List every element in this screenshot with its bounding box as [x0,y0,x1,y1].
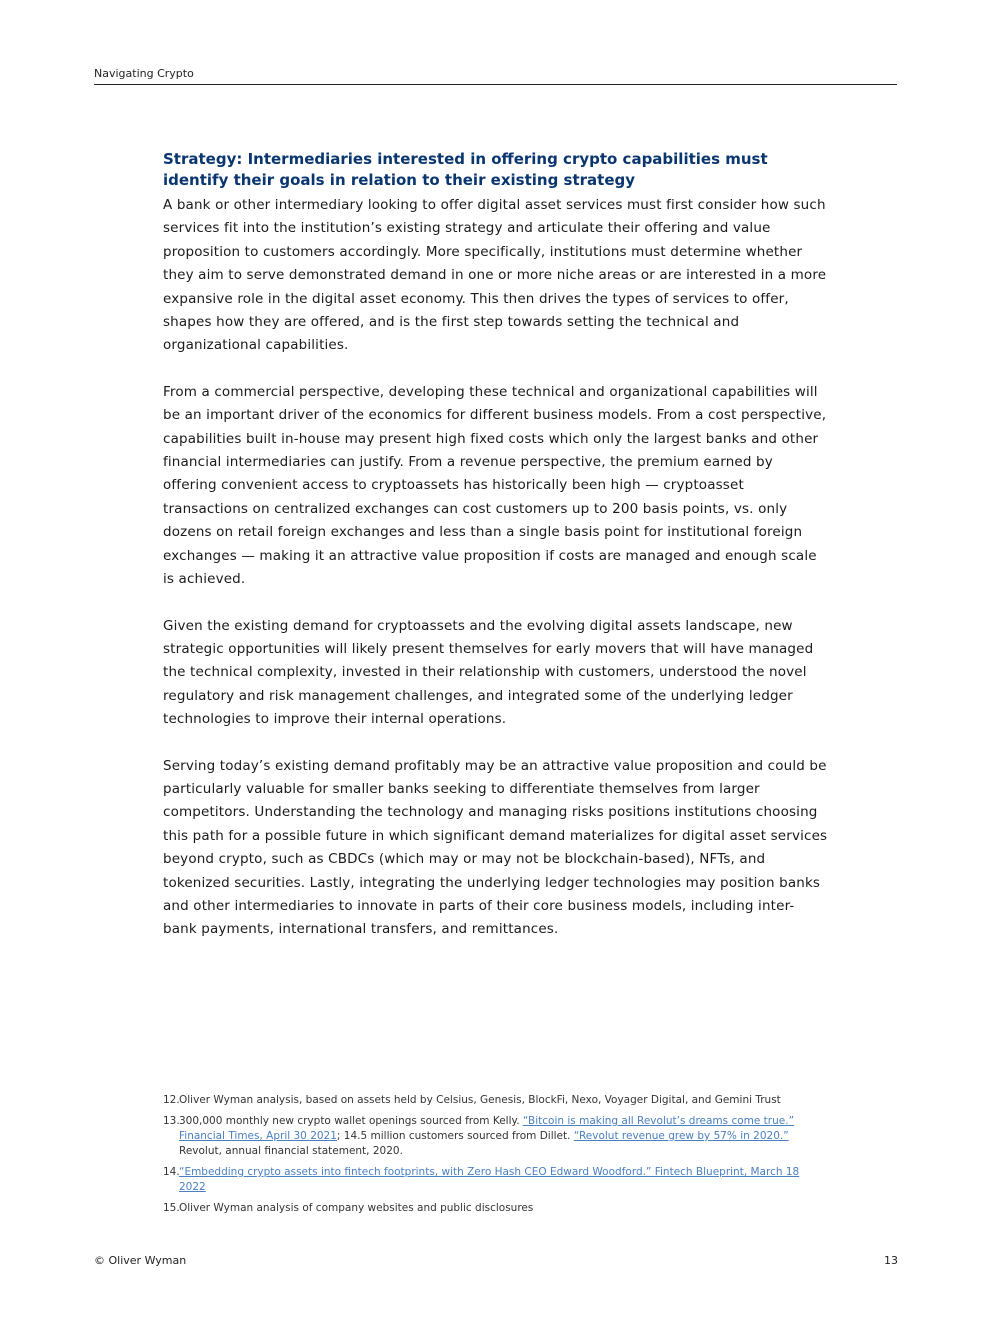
footnote-text: Oliver Wyman analysis of company websites and public disclosures [179,1202,534,1214]
footnote-link-revolut[interactable]: “Revolut revenue grew by 57% in 2020.” [573,1130,789,1142]
footnote-14 [163,1165,823,1195]
footnote-number: 15. [163,1202,180,1214]
article-body [163,149,828,965]
footnotes [163,1093,823,1222]
paragraph-4: Serving today’s existing demand profitably may be an attractive value proposition and could be particularly valuable for smaller banks seeking to differentiate themselves from larger competitors. Understanding the technology and managing risks positions institutions choosing this path for a possible future in which significant demand materializes for digital asset services beyond crypto, such as CBDCs (which may or may not be blockchain-based), NFTs, and tokenized securities. Lastly, integrating the underlying ledger technologies may position banks and other intermediaries to innovate in parts of their core business models, including inter-bank payments, international transfers, and remittances. [163,757,828,938]
section-heading: Strategy: Intermediaries interested in offering crypto capabilities must identify their goals in relation to their existing strategy [163,150,768,189]
footnote-number: 13. [163,1115,180,1127]
footnote-12 [163,1093,823,1108]
running-header: Navigating Crypto [94,67,897,85]
footnote-link-ft[interactable]: “Bitcoin is making all Revolut’s dreams come true.” Financial Times, April 30 2021 [179,1115,795,1142]
footnote-text-part: ; 14.5 million customers sourced from Dillet. [336,1130,574,1142]
paragraph-2: From a commercial perspective, developing these technical and organizational capabilities will be an important driver of the economics for different business models. From a cost perspective, capabilities built in-house may present high fixed costs which only the largest banks and other financial intermediaries can justify. From a revenue perspective, the premium earned by offering convenient access to cryptoassets has historically been high — cryptoasset transactions on centralized exchanges can cost customers up to 200 basis points, vs. only dozens on retail foreign exchanges and less than a single basis point for institutional foreign exchanges — making it an attractive value proposition if costs are managed and enough scale is achieved. [163,383,827,588]
footnote-15 [163,1201,823,1216]
page-number: 13 [884,1254,898,1267]
footnote-number: 12. [163,1094,180,1106]
footnote-text [179,1165,823,1195]
footnote-number: 14. [163,1166,180,1178]
footnote-text-part: 300,000 monthly new crypto wallet openings sourced from Kelly. [179,1115,523,1127]
footnote-link-fintech-blueprint[interactable]: “Embedding crypto assets into fintech footprints, with Zero Hash CEO Edward Woodford.” Fintech Blueprint, March 18 2022 [179,1166,800,1193]
paragraph-1: A bank or other intermediary looking to offer digital asset services must first consider how such services fit into the institution’s existing strategy and articulate their offering and value proposition to customers accordingly. More specifically, institutions must determine whether they aim to serve demonstrated demand in one or more niche areas or are interested in a more expansive role in the digital asset economy. This then drives the types of services to offer, shapes how they are offered, and is the first step towards setting the technical and organizational capabilities. [163,197,827,354]
footnote-13 [163,1114,823,1159]
paragraph-3: Given the existing demand for cryptoassets and the evolving digital assets landscape, new strategic opportunities will likely present themselves for early movers that will have managed the technical complexity, invested in their relationship with customers, understood the novel regulatory and risk management challenges, and integrated some of the underlying ledger technologies to improve their internal operations. [163,617,814,728]
footnote-text-part: Revolut, annual financial statement, 2020. [179,1145,403,1157]
footnote-text [179,1114,823,1159]
footnote-text: Oliver Wyman analysis, based on assets held by Celsius, Genesis, BlockFi, Nexo, Voyager Digital, and Gemini Trust [179,1094,781,1106]
footer-copyright: © Oliver Wyman [94,1254,187,1267]
